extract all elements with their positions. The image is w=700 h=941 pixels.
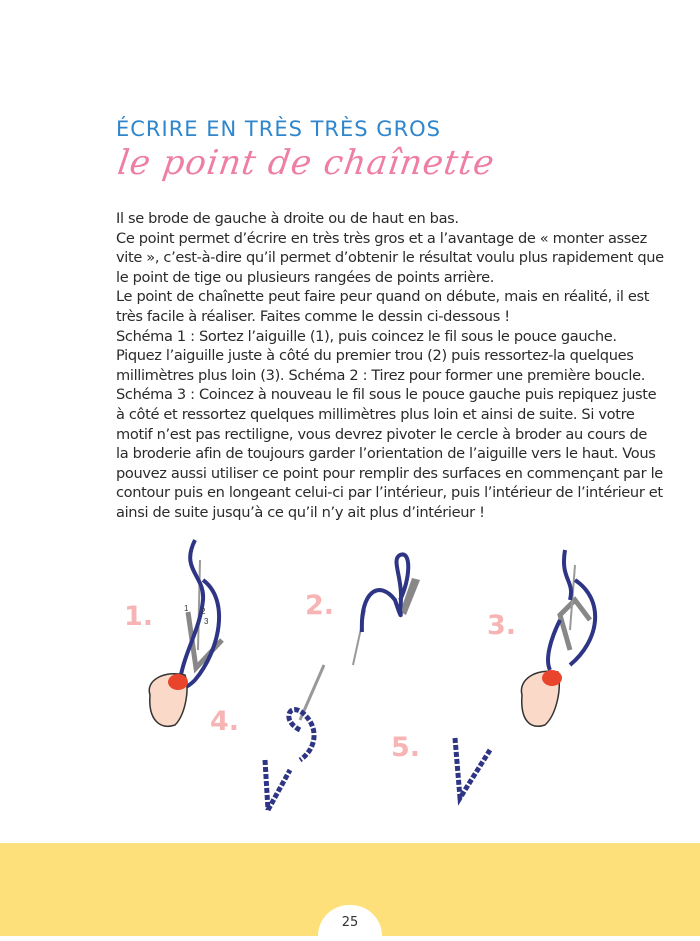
section-subtitle: le point de chaînette [115,143,498,183]
body-line: Il se brode de gauche à droite ou de haut en bas. [116,210,459,227]
step4-drawing [265,665,324,810]
step1-drawing [149,540,222,726]
step-label-1: 1. [124,601,154,632]
step2-drawing [353,554,420,665]
body-line: motif n’est pas rectiligne, vous devrez pivoter le cercle à broder au cours de [116,425,648,443]
body-line: vite », c’est-à-dire qu’il permet d’obtenir le résultat voulu plus rapidement que [116,249,664,267]
body-line: Le point de chaînette peut faire peur quand on débute, mais en réalité, il est [116,288,650,306]
mark-1: 1 [184,604,189,613]
body-line: très facile à réaliser. Faites comme le dessin ci-dessous ! [116,307,510,325]
step-label-3: 3. [487,610,517,641]
body-line: contour puis en longeant celui-ci par l’intérieur, puis l’intérieur de l’intérieur et [116,484,663,502]
step5-drawing [455,738,490,798]
body-line: à côté et ressortez quelques millimètres plus loin et ainsi de suite. Si votre [116,405,635,423]
step-label-4: 4. [210,706,240,737]
body-text [116,209,664,523]
body-line: pouvez aussi utiliser ce point pour remplir des surfaces en commençant par le [116,464,663,482]
body-line: Schéma 3 : Coincez à nouveau le fil sous le pouce gauche puis repiquez juste [116,386,657,404]
body-line: millimètres plus loin (3). Schéma 2 : Tirez pour former une première boucle. [116,366,646,384]
body-line: le point de tige ou plusieurs rangées de points arrière. [116,268,494,286]
mark-2: 2 [201,607,206,616]
step3-drawing [521,550,595,726]
step-label-5: 5. [391,732,421,763]
body-line: la broderie afin de toujours garder l’orientation de l’aiguille vers le haut. Vous [116,445,656,463]
chain-stitch-illustration [0,520,700,820]
body-line: Ce point permet d’écrire en très très gros et a l’avantage de « monter assez [116,229,647,247]
mark-3: 3 [204,617,209,626]
page-number: 25 [318,905,382,936]
body-line: ainsi de suite jusqu’à ce qu’il n’y ait plus d’intérieur ! [116,503,485,521]
section-title: ÉCRIRE EN TRÈS TRÈS GROS [116,117,442,141]
body-line: Schéma 1 : Sortez l’aiguille (1), puis coincez le fil sous le pouce gauche. [116,327,617,345]
body-line: Piquez l’aiguille juste à côté du premier trou (2) puis ressortez-la quelques [116,347,634,365]
step-label-2: 2. [305,590,335,621]
